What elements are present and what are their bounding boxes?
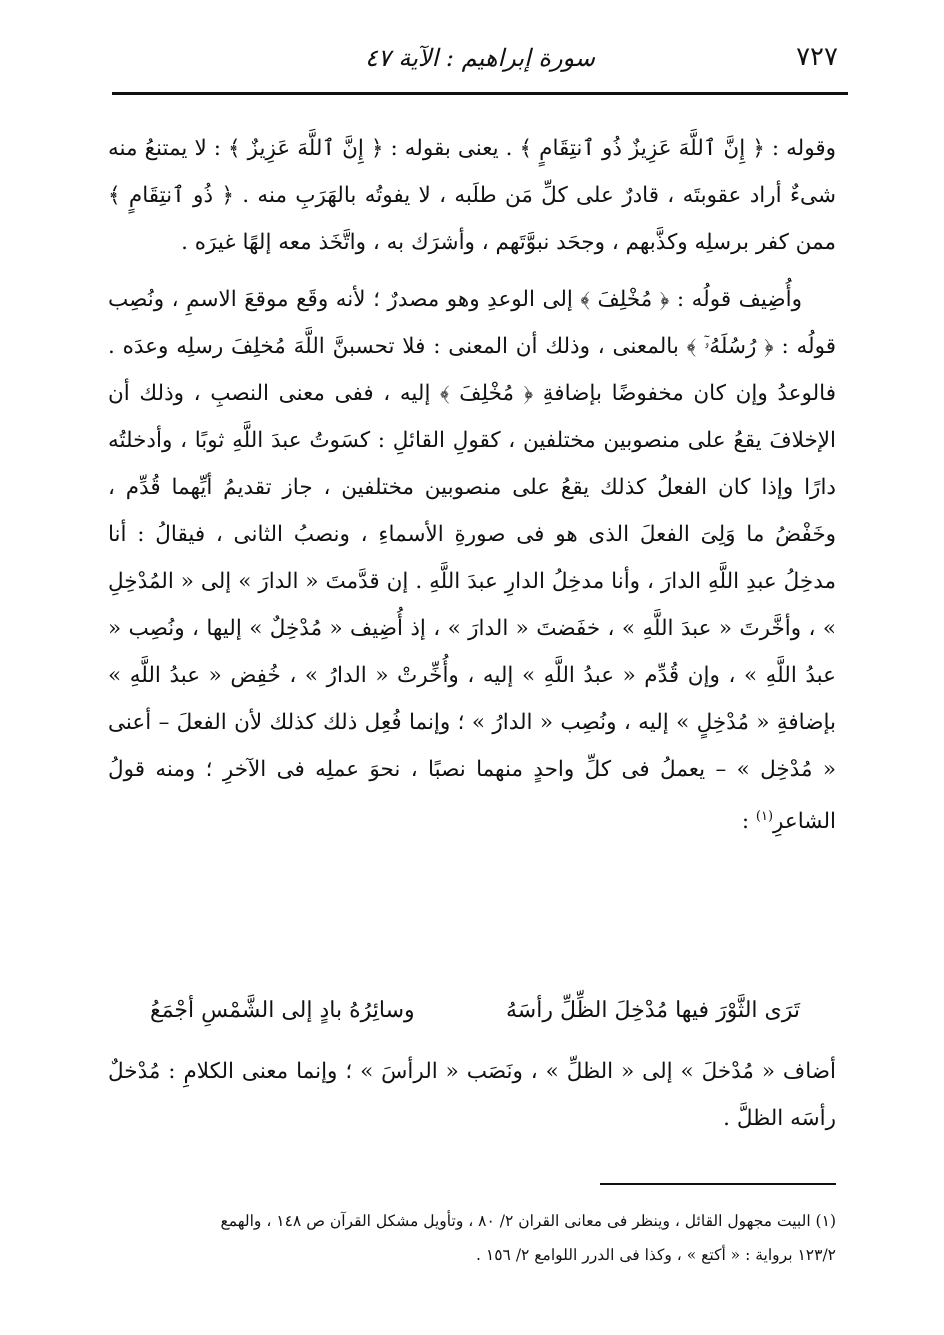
verse-hemistich-1: تَرَى الثَّوْرَ فيها مُدْخِلَ الظِّلِّ رأسَهُ [506,998,800,1023]
page-header [112,40,848,95]
paragraph-3 [108,1048,836,1142]
running-title: سورة إبراهيم : الآية ٤٧ [364,44,596,72]
paragraph-2-text: وأُضِيف قولُه : ﴿ مُخْلِفَ ﴾ إلى الوعدِ وهو مصدرٌ ؛ لأنه وقَع موقعَ الاسمِ ، ونُصِب قولُه : ﴿ رُسُلَهُۥٓ ﴾ بالمعنى ، وذلك أن المعنى : فلا تحسبنَّ اللَّهَ مُخلِفَ رسلِه وعدَه . فالوعدُ وإن كان مخفوضًا بإضافةِ ﴿ مُخْلِفَ ﴾ إليه ، ففى معنى النصبِ ، وذلك أن الإخلافَ يقعُ على منصوبين مختلفين ، كقولِ القائلِ : كسَوتُ عبدَ اللَّهِ ثوبًا ، وأدخلتُه دارًا وإذا كان الفعلُ كذلك يقعُ على منصوبين مختلفين ، جاز تقديمُ أيِّهما قُدِّم ، وخَفْضُ ما وَلِىَ الفعلَ الذى هو فى صورةِ الأسماءِ ، ونصبُ الثانى ، فيقالُ : أنا مدخِلُ عبدِ اللَّهِ الدارَ ، وأنا مدخِلُ الدارِ عبدَ اللَّهِ . إن قدَّمتَ « الدارَ » إلى « المُدْخِلِ » ، وأخَّرتَ « عبدَ اللَّهِ » ، خفَضتَ « الدارَ » ، إذ أُضِيف « مُدْخِلٌ » إليها ، ونُصِب « عبدُ اللَّهِ » ، وإن قُدِّم « عبدُ اللَّهِ » إليه ، وأُخِّرتْ « الدارُ » ، خُفِض « عبدُ اللَّهِ » بإضافةِ « مُدْخِلٍ » إليه ، ونُصِب « الدارُ » ؛ وإنما فُعِل ذلك كذلك لأن الفعلَ – أعنى « مُدْخِل » – يعملُ فى كلِّ واحدٍ منهما نصبًا ، نحوَ عملِه فى الآخرِ ؛ ومنه قولُ الشاعرِ [108,287,836,835]
page-number: ٧٢٧ [796,42,838,72]
paragraph-3-text: أضاف « مُدْخلَ » إلى « الظلِّ » ، ونَصَب « الرأسَ » ؛ وإنما معنى الكلامِ : مُدْخلٌ رأسَه الظلَّ . [108,1059,836,1131]
verse-hemistich-2: وسائِرُهُ بادٍ إلى الشَّمْسِ أجْمَعُ [150,998,415,1023]
footnote-marker: (١) [755,809,774,824]
footnote-divider [600,1183,836,1185]
paragraph-2-end: : [741,809,756,835]
paragraph-2 [108,276,836,845]
poetry-verse [150,998,800,1042]
footnotes [108,1204,836,1272]
footnote-line-2: ١٢٣/٢ برواية : « أكتع » ، وكذا فى الدرر اللوامع ٢/ ١٥٦ . [476,1246,836,1264]
main-text [108,125,836,845]
footnote-line-1: (١) البيت مجهول القائل ، وينظر فى معانى القران ٢/ ٨٠ ، وتأويل مشكل القرآن ص ١٤٨ ، والهمع [220,1212,836,1230]
paragraph-1: وقوله : ﴿ إِنَّ ٱللَّهَ عَزِيزٌ ذُو ٱنتِقَامٍ ﴾ . يعنى بقوله : ﴿ إِنَّ ٱللَّهَ عَزِيزٌ ﴾ : لا يمتنعُ منه شىءٌ أراد عقوبتَه ، قادرٌ على كلِّ مَن طلَبه ، لا يفوتُه بالهَرَبِ منه . ﴿ ذُو ٱنتِقَامٍ ﴾ ممن كفر برسلِه وكذَّبهم ، وجحَد نبوَّتَهم ، وأشرَك به ، واتَّخَذ معه إلهًا غيرَه . [108,136,836,255]
